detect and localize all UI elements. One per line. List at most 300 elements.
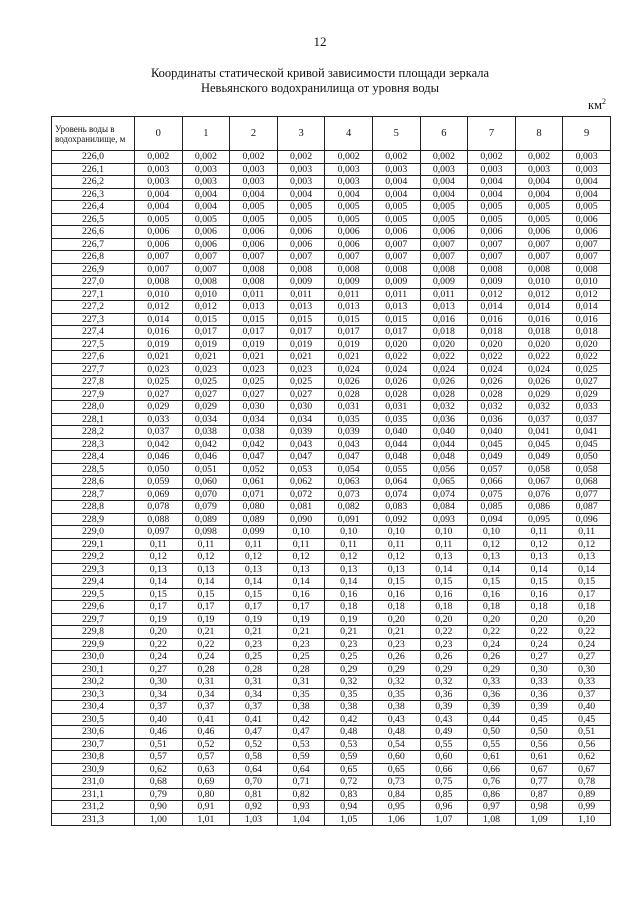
area-value-cell: 0,59 <box>325 751 373 764</box>
area-value-cell: 0,006 <box>325 226 373 239</box>
area-value-cell: 0,017 <box>372 326 420 339</box>
area-value-cell: 0,55 <box>468 738 516 751</box>
area-value-cell: 0,52 <box>230 738 278 751</box>
page-number: 12 <box>313 34 327 49</box>
title-line-1: Координаты статической кривой зависимости площади зеркала <box>150 66 490 80</box>
area-value-cell: 0,011 <box>325 288 373 301</box>
area-value-cell: 0,035 <box>325 413 373 426</box>
table-row <box>52 251 611 264</box>
area-value-cell: 0,045 <box>515 438 563 451</box>
area-value-cell: 0,33 <box>563 676 611 689</box>
area-value-cell: 0,044 <box>420 438 468 451</box>
area-value-cell: 0,005 <box>515 201 563 214</box>
area-value-cell: 0,30 <box>563 663 611 676</box>
area-value-cell: 0,48 <box>325 726 373 739</box>
area-value-cell: 0,002 <box>325 151 373 164</box>
area-value-cell: 0,11 <box>420 538 468 551</box>
area-value-cell: 0,22 <box>135 638 183 651</box>
area-value-cell: 0,34 <box>135 688 183 701</box>
area-value-cell: 0,35 <box>372 688 420 701</box>
area-value-cell: 0,14 <box>420 563 468 576</box>
area-value-cell: 0,039 <box>325 426 373 439</box>
area-value-cell: 0,71 <box>277 776 325 789</box>
water-level-cell: 229,6 <box>52 601 135 614</box>
area-value-cell: 0,028 <box>468 388 516 401</box>
area-value-cell: 0,22 <box>468 626 516 639</box>
table-row <box>52 551 611 564</box>
area-value-cell: 0,070 <box>182 488 230 501</box>
area-value-cell: 0,040 <box>372 426 420 439</box>
area-value-cell: 0,015 <box>182 313 230 326</box>
table-row <box>52 813 611 826</box>
digit-column-header: 6 <box>420 117 468 151</box>
area-value-cell: 0,38 <box>372 701 420 714</box>
water-level-cell: 226,3 <box>52 188 135 201</box>
area-value-cell: 0,22 <box>420 626 468 639</box>
area-value-cell: 0,034 <box>277 413 325 426</box>
area-value-cell: 0,49 <box>420 726 468 739</box>
area-value-cell: 0,15 <box>230 588 278 601</box>
area-value-cell: 0,37 <box>182 701 230 714</box>
area-value-cell: 0,28 <box>182 663 230 676</box>
water-level-cell: 227,4 <box>52 326 135 339</box>
table-row <box>52 338 611 351</box>
water-level-cell: 226,5 <box>52 213 135 226</box>
area-value-cell: 0,66 <box>468 763 516 776</box>
area-value-cell: 0,12 <box>468 538 516 551</box>
area-value-cell: 0,042 <box>182 438 230 451</box>
area-value-cell: 0,016 <box>563 313 611 326</box>
water-level-cell: 230,4 <box>52 701 135 714</box>
area-value-cell: 0,024 <box>468 363 516 376</box>
area-value-cell: 0,68 <box>135 776 183 789</box>
area-value-cell: 0,061 <box>230 476 278 489</box>
area-value-cell: 0,24 <box>563 638 611 651</box>
area-value-cell: 0,26 <box>468 651 516 664</box>
area-value-cell: 0,005 <box>182 213 230 226</box>
area-value-cell: 0,13 <box>135 563 183 576</box>
water-level-cell: 228,5 <box>52 463 135 476</box>
area-value-cell: 0,024 <box>515 363 563 376</box>
area-value-cell: 0,78 <box>563 776 611 789</box>
area-value-cell: 0,87 <box>515 788 563 801</box>
area-value-cell: 0,039 <box>277 426 325 439</box>
water-level-cell: 226,7 <box>52 238 135 251</box>
area-value-cell: 0,96 <box>420 801 468 814</box>
area-value-cell: 0,020 <box>563 338 611 351</box>
area-value-cell: 0,083 <box>372 501 420 514</box>
area-value-cell: 0,22 <box>515 626 563 639</box>
area-value-cell: 0,008 <box>515 263 563 276</box>
area-value-cell: 0,21 <box>230 626 278 639</box>
area-value-cell: 0,26 <box>372 651 420 664</box>
water-level-cell: 231,2 <box>52 801 135 814</box>
area-value-cell: 0,11 <box>515 526 563 539</box>
area-value-cell: 0,003 <box>515 163 563 176</box>
area-value-cell: 0,034 <box>230 413 278 426</box>
area-value-cell: 0,004 <box>230 188 278 201</box>
area-value-cell: 0,052 <box>230 463 278 476</box>
area-value-cell: 0,027 <box>182 388 230 401</box>
area-value-cell: 0,054 <box>325 463 373 476</box>
area-value-cell: 0,13 <box>372 563 420 576</box>
area-value-cell: 1,04 <box>277 813 325 826</box>
area-value-cell: 0,011 <box>277 288 325 301</box>
water-level-cell: 230,9 <box>52 763 135 776</box>
table-row <box>52 238 611 251</box>
area-value-cell: 0,21 <box>182 626 230 639</box>
area-value-cell: 0,004 <box>372 188 420 201</box>
area-value-cell: 0,016 <box>515 313 563 326</box>
area-value-cell: 0,017 <box>230 326 278 339</box>
area-value-cell: 0,12 <box>182 551 230 564</box>
area-value-cell: 0,93 <box>277 801 325 814</box>
area-value-cell: 0,018 <box>420 326 468 339</box>
area-value-cell: 1,07 <box>420 813 468 826</box>
area-value-cell: 0,094 <box>468 513 516 526</box>
water-level-cell: 227,5 <box>52 338 135 351</box>
water-level-cell: 230,0 <box>52 651 135 664</box>
water-level-cell: 228,3 <box>52 438 135 451</box>
area-value-cell: 0,18 <box>468 601 516 614</box>
area-value-cell: 0,24 <box>182 651 230 664</box>
area-value-cell: 0,029 <box>563 388 611 401</box>
water-level-cell: 229,7 <box>52 613 135 626</box>
area-value-cell: 0,010 <box>182 288 230 301</box>
area-value-cell: 0,21 <box>325 626 373 639</box>
area-value-cell: 0,033 <box>563 401 611 414</box>
area-value-cell: 0,020 <box>515 338 563 351</box>
water-level-cell: 229,8 <box>52 626 135 639</box>
unit-superscript: 2 <box>601 97 606 106</box>
table-row <box>52 313 611 326</box>
area-value-cell: 0,025 <box>277 376 325 389</box>
table-row <box>52 713 611 726</box>
area-value-cell: 0,16 <box>372 588 420 601</box>
area-value-cell: 0,008 <box>325 263 373 276</box>
area-value-cell: 0,032 <box>468 401 516 414</box>
table-row <box>52 326 611 339</box>
table-row <box>52 213 611 226</box>
area-value-cell: 0,012 <box>468 288 516 301</box>
area-value-cell: 0,28 <box>230 663 278 676</box>
area-value-cell: 0,043 <box>277 438 325 451</box>
area-value-cell: 0,004 <box>515 176 563 189</box>
area-value-cell: 0,15 <box>515 576 563 589</box>
area-value-cell: 0,007 <box>563 251 611 264</box>
area-value-cell: 0,18 <box>372 601 420 614</box>
digit-column-header: 1 <box>182 117 230 151</box>
area-value-cell: 0,003 <box>135 163 183 176</box>
area-value-cell: 0,85 <box>420 788 468 801</box>
area-value-cell: 0,006 <box>563 226 611 239</box>
area-value-cell: 0,14 <box>325 576 373 589</box>
digit-column-header: 9 <box>563 117 611 151</box>
area-value-cell: 0,004 <box>563 176 611 189</box>
area-value-cell: 0,38 <box>325 701 373 714</box>
water-level-cell: 226,4 <box>52 201 135 214</box>
area-value-cell: 0,007 <box>468 251 516 264</box>
area-value-cell: 0,48 <box>372 726 420 739</box>
area-value-cell: 0,16 <box>468 588 516 601</box>
area-value-cell: 0,008 <box>420 263 468 276</box>
area-value-cell: 0,056 <box>420 463 468 476</box>
water-level-cell: 228,6 <box>52 476 135 489</box>
area-value-cell: 0,55 <box>420 738 468 751</box>
area-value-cell: 0,23 <box>230 638 278 651</box>
area-value-cell: 0,004 <box>135 188 183 201</box>
area-value-cell: 0,65 <box>325 763 373 776</box>
area-value-cell: 0,005 <box>325 213 373 226</box>
area-value-cell: 0,13 <box>182 563 230 576</box>
area-value-cell: 0,073 <box>325 488 373 501</box>
area-value-cell: 0,008 <box>135 276 183 289</box>
table-row <box>52 188 611 201</box>
area-value-cell: 0,20 <box>468 613 516 626</box>
area-value-cell: 0,29 <box>325 663 373 676</box>
area-value-cell: 0,022 <box>420 351 468 364</box>
area-value-cell: 0,012 <box>135 301 183 314</box>
area-value-cell: 0,69 <box>182 776 230 789</box>
area-value-cell: 0,006 <box>420 226 468 239</box>
area-value-cell: 0,065 <box>420 476 468 489</box>
area-value-cell: 0,096 <box>563 513 611 526</box>
area-value-cell: 0,012 <box>563 288 611 301</box>
area-value-cell: 0,004 <box>325 188 373 201</box>
unit-text: км <box>588 98 602 112</box>
digit-column-header: 5 <box>372 117 420 151</box>
area-value-cell: 0,003 <box>230 163 278 176</box>
area-value-cell: 0,023 <box>135 363 183 376</box>
area-value-cell: 0,042 <box>230 438 278 451</box>
water-level-cell: 228,4 <box>52 451 135 464</box>
table-row <box>52 688 611 701</box>
area-value-cell: 0,010 <box>515 276 563 289</box>
area-value-cell: 0,036 <box>420 413 468 426</box>
area-value-cell: 0,22 <box>563 626 611 639</box>
area-value-cell: 0,007 <box>515 238 563 251</box>
area-value-cell: 0,085 <box>468 501 516 514</box>
area-value-cell: 0,10 <box>325 526 373 539</box>
area-value-cell: 0,020 <box>372 338 420 351</box>
water-level-cell: 228,2 <box>52 426 135 439</box>
area-value-cell: 0,014 <box>515 301 563 314</box>
area-value-cell: 0,24 <box>468 638 516 651</box>
area-value-cell: 0,77 <box>515 776 563 789</box>
area-value-cell: 0,022 <box>563 351 611 364</box>
area-value-cell: 0,45 <box>563 713 611 726</box>
area-value-cell: 0,18 <box>563 601 611 614</box>
area-value-cell: 0,063 <box>325 476 373 489</box>
area-value-cell: 0,066 <box>468 476 516 489</box>
area-value-cell: 0,97 <box>468 801 516 814</box>
area-value-cell: 0,032 <box>420 401 468 414</box>
area-value-cell: 0,80 <box>182 788 230 801</box>
area-value-cell: 0,15 <box>135 588 183 601</box>
table-row <box>52 463 611 476</box>
table-row <box>52 401 611 414</box>
area-value-cell: 0,31 <box>230 676 278 689</box>
area-value-cell: 0,062 <box>277 476 325 489</box>
area-value-cell: 0,035 <box>372 413 420 426</box>
area-value-cell: 0,049 <box>468 451 516 464</box>
area-value-cell: 0,036 <box>468 413 516 426</box>
area-value-cell: 0,90 <box>135 801 183 814</box>
water-level-cell: 227,1 <box>52 288 135 301</box>
area-value-cell: 0,002 <box>515 151 563 164</box>
area-value-cell: 0,76 <box>468 776 516 789</box>
table-row <box>52 413 611 426</box>
table-body <box>52 151 611 826</box>
area-value-cell: 0,58 <box>230 751 278 764</box>
area-value-cell: 0,98 <box>515 801 563 814</box>
area-value-cell: 0,089 <box>182 513 230 526</box>
water-level-cell: 228,8 <box>52 501 135 514</box>
area-value-cell: 0,026 <box>325 376 373 389</box>
area-value-cell: 0,005 <box>230 201 278 214</box>
area-value-cell: 0,099 <box>230 526 278 539</box>
area-value-cell: 0,081 <box>277 501 325 514</box>
area-value-cell: 0,30 <box>515 663 563 676</box>
area-value-cell: 0,053 <box>277 463 325 476</box>
area-value-cell: 0,023 <box>277 363 325 376</box>
area-value-cell: 0,013 <box>372 301 420 314</box>
area-value-cell: 0,16 <box>277 588 325 601</box>
area-value-cell: 0,055 <box>372 463 420 476</box>
table-row <box>52 288 611 301</box>
table-row <box>52 263 611 276</box>
water-level-cell: 227,0 <box>52 276 135 289</box>
area-value-cell: 0,25 <box>325 651 373 664</box>
area-value-cell: 0,013 <box>230 301 278 314</box>
table-row <box>52 226 611 239</box>
area-value-cell: 0,007 <box>515 251 563 264</box>
area-value-cell: 0,079 <box>182 501 230 514</box>
area-value-cell: 0,021 <box>325 351 373 364</box>
area-value-cell: 0,040 <box>420 426 468 439</box>
area-value-cell: 0,004 <box>420 188 468 201</box>
area-value-cell: 0,17 <box>563 588 611 601</box>
area-value-cell: 0,18 <box>420 601 468 614</box>
area-value-cell: 0,015 <box>325 313 373 326</box>
area-value-cell: 0,008 <box>468 263 516 276</box>
area-value-cell: 0,50 <box>515 726 563 739</box>
area-value-cell: 0,009 <box>420 276 468 289</box>
area-value-cell: 0,10 <box>277 526 325 539</box>
water-level-cell: 229,4 <box>52 576 135 589</box>
water-level-cell: 228,1 <box>52 413 135 426</box>
table-row <box>52 576 611 589</box>
area-value-cell: 0,21 <box>372 626 420 639</box>
area-value-cell: 0,074 <box>372 488 420 501</box>
area-value-cell: 0,007 <box>420 251 468 264</box>
area-value-cell: 0,20 <box>135 626 183 639</box>
table-row <box>52 276 611 289</box>
area-value-cell: 0,11 <box>325 538 373 551</box>
area-value-cell: 0,19 <box>277 613 325 626</box>
area-value-cell: 0,002 <box>420 151 468 164</box>
area-value-cell: 0,019 <box>230 338 278 351</box>
area-value-cell: 0,64 <box>230 763 278 776</box>
area-value-cell: 0,086 <box>515 501 563 514</box>
area-value-cell: 0,021 <box>182 351 230 364</box>
area-value-cell: 0,027 <box>230 388 278 401</box>
area-value-cell: 0,025 <box>230 376 278 389</box>
table-row <box>52 663 611 676</box>
area-value-cell: 0,011 <box>420 288 468 301</box>
area-value-cell: 0,20 <box>420 613 468 626</box>
area-value-cell: 0,57 <box>135 751 183 764</box>
area-value-cell: 0,027 <box>277 388 325 401</box>
table-row <box>52 163 611 176</box>
area-value-cell: 0,075 <box>468 488 516 501</box>
area-value-cell: 0,004 <box>277 188 325 201</box>
area-value-cell: 0,069 <box>135 488 183 501</box>
area-value-cell: 0,009 <box>325 276 373 289</box>
area-value-cell: 0,32 <box>325 676 373 689</box>
area-value-cell: 0,32 <box>420 676 468 689</box>
area-value-cell: 0,043 <box>325 438 373 451</box>
area-value-cell: 0,27 <box>135 663 183 676</box>
area-value-cell: 0,023 <box>230 363 278 376</box>
area-value-cell: 0,022 <box>372 351 420 364</box>
area-value-cell: 0,089 <box>230 513 278 526</box>
area-value-cell: 0,019 <box>135 338 183 351</box>
area-value-cell: 0,047 <box>277 451 325 464</box>
area-value-cell: 0,050 <box>563 451 611 464</box>
water-level-cell: 226,2 <box>52 176 135 189</box>
area-value-cell: 0,39 <box>420 701 468 714</box>
area-value-cell: 0,002 <box>468 151 516 164</box>
area-value-cell: 0,005 <box>277 213 325 226</box>
area-value-cell: 0,83 <box>325 788 373 801</box>
table-row <box>52 426 611 439</box>
area-value-cell: 0,32 <box>372 676 420 689</box>
area-value-cell: 0,008 <box>277 263 325 276</box>
area-value-cell: 0,006 <box>182 226 230 239</box>
area-value-cell: 0,61 <box>515 751 563 764</box>
area-value-cell: 0,19 <box>325 613 373 626</box>
area-value-cell: 0,14 <box>135 576 183 589</box>
area-value-cell: 0,037 <box>135 426 183 439</box>
area-value-cell: 0,41 <box>230 713 278 726</box>
area-value-cell: 0,35 <box>277 688 325 701</box>
area-value-cell: 1,06 <box>372 813 420 826</box>
area-value-cell: 0,031 <box>372 401 420 414</box>
area-value-cell: 0,011 <box>230 288 278 301</box>
water-level-cell: 230,1 <box>52 663 135 676</box>
area-value-cell: 0,11 <box>372 538 420 551</box>
area-value-cell: 0,082 <box>325 501 373 514</box>
area-value-cell: 0,007 <box>468 238 516 251</box>
area-value-cell: 0,13 <box>515 551 563 564</box>
area-value-cell: 0,86 <box>468 788 516 801</box>
area-value-cell: 0,17 <box>277 601 325 614</box>
area-value-cell: 0,60 <box>372 751 420 764</box>
area-value-cell: 0,048 <box>372 451 420 464</box>
area-value-cell: 0,004 <box>182 188 230 201</box>
area-value-cell: 0,007 <box>420 238 468 251</box>
area-value-cell: 0,003 <box>563 151 611 164</box>
area-value-cell: 0,47 <box>230 726 278 739</box>
water-level-cell: 230,5 <box>52 713 135 726</box>
area-value-cell: 0,068 <box>563 476 611 489</box>
water-level-cell: 226,8 <box>52 251 135 264</box>
water-level-cell: 230,3 <box>52 688 135 701</box>
area-value-cell: 0,23 <box>372 638 420 651</box>
area-value-cell: 0,15 <box>468 576 516 589</box>
area-value-cell: 0,037 <box>563 413 611 426</box>
